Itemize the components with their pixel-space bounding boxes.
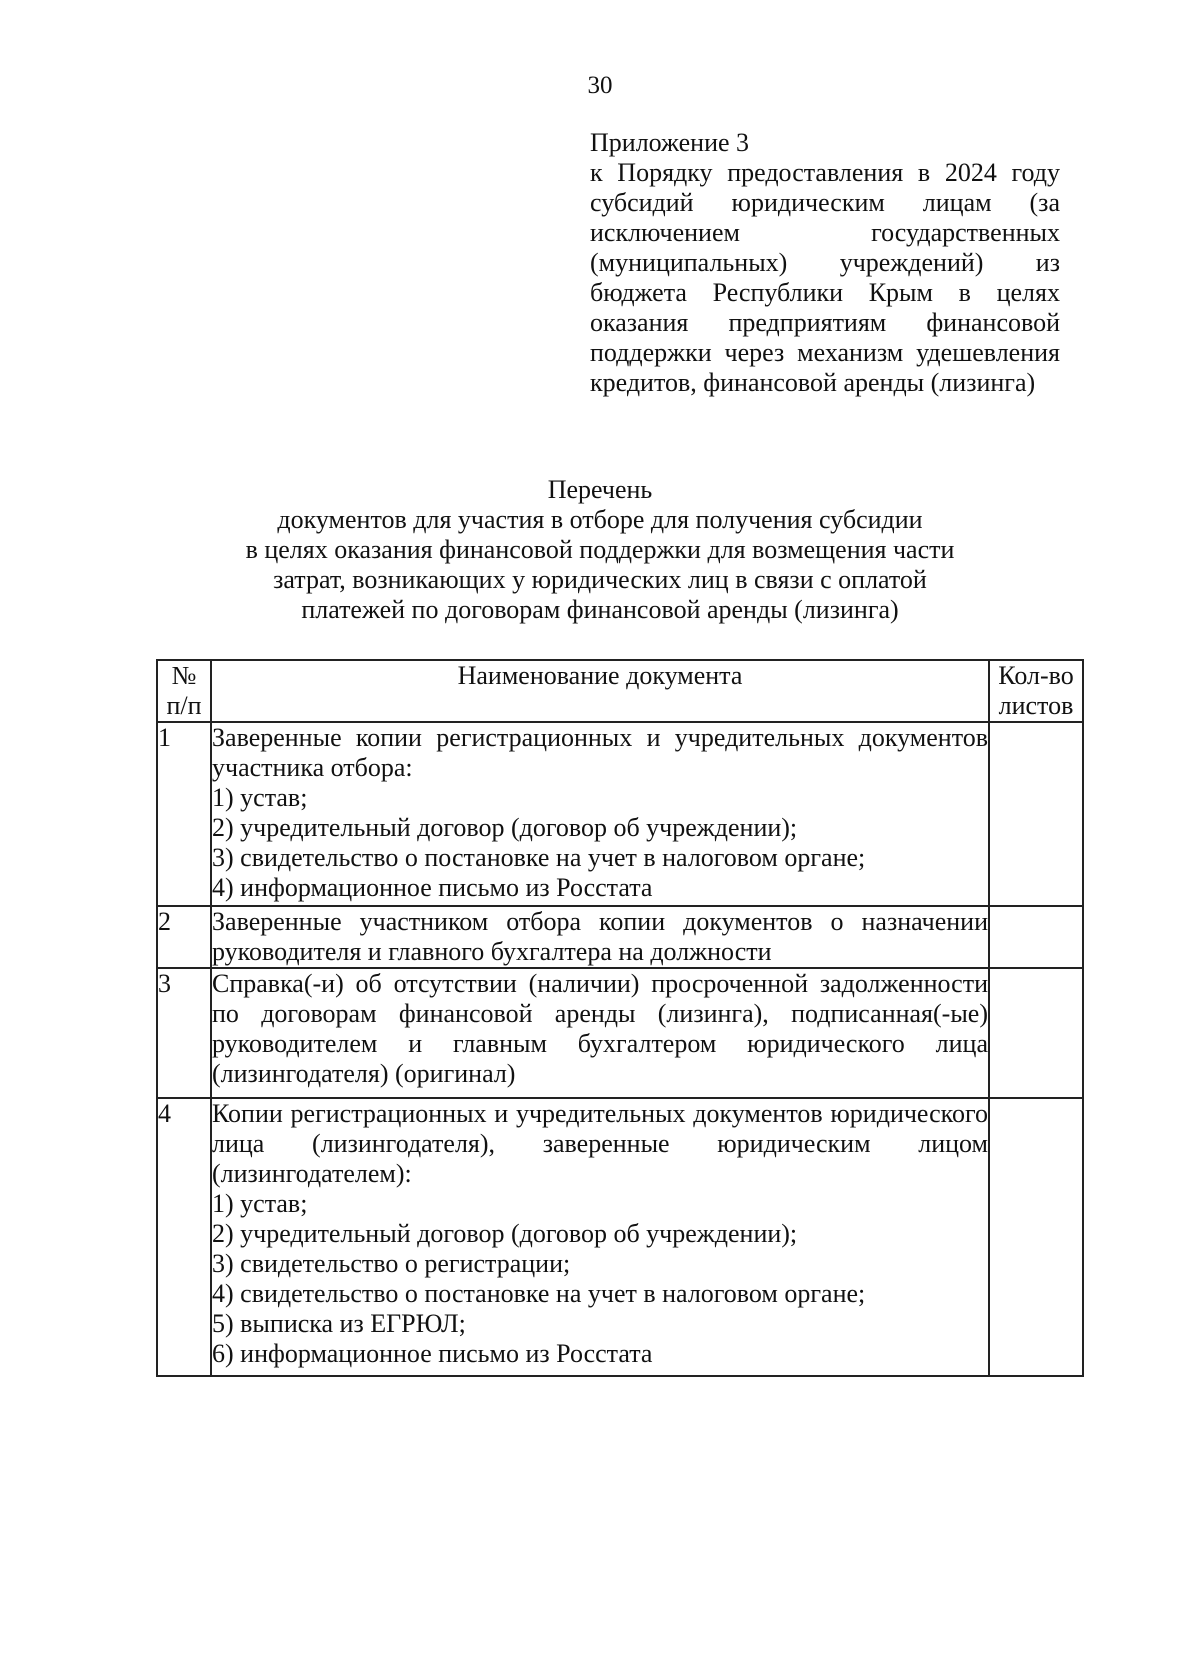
row-sheet-count [989,1098,1083,1376]
list-item: 4) свидетельство о постановке на учет в налоговом органе; [212,1279,866,1308]
appendix-block [590,128,1060,398]
list-item: 6) информационное письмо из Росстата [212,1339,653,1368]
list-item: 4) информационное письмо из Росстата [212,873,653,902]
appendix-body: к Порядку предоставления в 2024 году субсидий юридическим лицам (за исключением государственных (муниципальных) учреждений) из бюджета Республики Крым в целях оказания предприятиям финансовой поддержки через механизм удешевления кредитов, финансовой аренды (лизинга) [590,158,1060,397]
row-document-description: Заверенные копии регистрационных и учредительных документов участника отбора: [212,723,988,782]
table-row [157,722,1083,906]
row-number: 3 [157,968,211,1098]
heading-line-2: документов для участия в отборе для получения субсидии [277,505,923,534]
heading-title: Перечень [547,475,653,504]
documents-table [156,659,1084,1377]
row-document-description: Справка(-и) об отсутствии (наличии) просроченной задолженности по договорам финансовой аренды (лизинга), подписанная(-ые) руководителем и главным бухгалтером юридического лица (лизингодателя) (оригинал) [212,969,988,1088]
header-number-abbrev: п/п [166,691,202,720]
list-item: 1) устав; [212,783,308,812]
row-document-description: Заверенные участником отбора копии документов о назначении руководителя и главного бухгалтера на должности [212,907,988,966]
list-item: 2) учредительный договор (договор об учреждении); [212,1219,798,1248]
list-item: 3) свидетельство о регистрации; [212,1249,571,1278]
row-sheet-count [989,906,1083,968]
heading-line-4: затрат, возникающих у юридических лиц в связи с оплатой [273,565,927,594]
row-document-description: Копии регистрационных и учредительных документов юридического лица (лизингодателя), заверенные юридическим лицом (лизингодателем): [212,1099,988,1188]
row-document-name [211,1098,989,1376]
table-header-row [157,660,1083,722]
list-item: 1) устав; [212,1189,308,1218]
row-sheet-count [989,722,1083,906]
list-item: 3) свидетельство о постановке на учет в налоговом органе; [212,843,866,872]
header-number [157,660,211,722]
list-item: 2) учредительный договор (договор об учреждении); [212,813,798,842]
document-heading [180,475,1020,625]
header-sheet-count [989,660,1083,722]
heading-line-3: в целях оказания финансовой поддержки для возмещения части [245,535,955,564]
header-count-line2: листов [998,691,1074,720]
header-number-symbol: № [171,661,197,690]
list-item: 5) выписка из ЕГРЮЛ; [212,1309,466,1338]
table-row [157,906,1083,968]
header-document-name: Наименование документа [211,660,989,722]
row-document-name [211,968,989,1098]
row-number: 4 [157,1098,211,1376]
table-row [157,1098,1083,1376]
header-count-line1: Кол-во [998,661,1074,690]
heading-line-5: платежей по договорам финансовой аренды (лизинга) [301,595,899,624]
row-number: 2 [157,906,211,968]
row-document-name [211,906,989,968]
row-document-name [211,722,989,906]
row-number: 1 [157,722,211,906]
table-row [157,968,1083,1098]
row-sheet-count [989,968,1083,1098]
appendix-title: Приложение 3 [590,128,750,157]
page-number: 30 [587,72,613,99]
